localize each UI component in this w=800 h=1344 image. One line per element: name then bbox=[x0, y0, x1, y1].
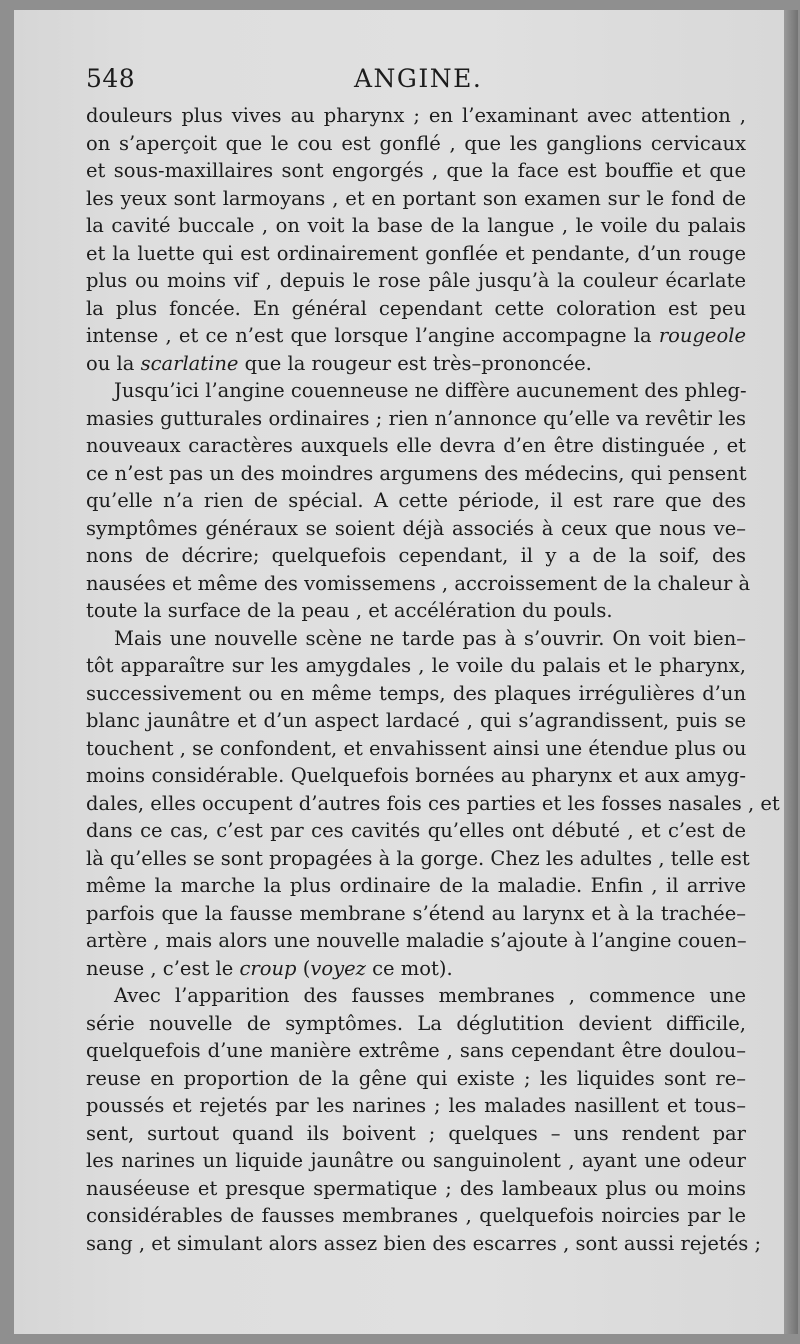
text-line: et sous-maxillaires sont engorgés , que la face est bouffie et que bbox=[86, 159, 746, 182]
text-line: les yeux sont larmoyans , et en portant son examen sur le fond de bbox=[86, 186, 746, 210]
page-number: 548 bbox=[86, 64, 136, 93]
text-line: sang , et simulant alors assez bien des escarres , sont aussi rejetés ; bbox=[86, 1231, 762, 1255]
text-line: et la luette qui est ordinairement gonflée et pendante, d’un rouge bbox=[86, 241, 746, 265]
text-run: ou la bbox=[86, 351, 141, 375]
text-line: la plus foncée. En général cependant cette coloration est peu bbox=[86, 296, 746, 320]
text-line: nauséeuse et presque spermatique ; des lambeaux plus ou moins bbox=[86, 1176, 746, 1200]
text-line: symptômes généraux se soient déjà associés à ceux que nous ve– bbox=[86, 516, 746, 540]
text-line: poussés et rejetés par les narines ; les malades nasillent et tous– bbox=[86, 1094, 746, 1117]
text-line: nouveaux caractères auxquels elle devra d’en être distinguée , et bbox=[86, 434, 746, 457]
text-line: dales, elles occupent d’autres fois ces parties et les fosses nasales , et bbox=[86, 791, 780, 815]
text-line: blanc jaunâtre et d’un aspect lardacé , qui s’agrandissent, puis se bbox=[86, 709, 746, 732]
text-line: sent, surtout quand ils boivent ; quelques – uns rendent par bbox=[86, 1121, 746, 1145]
italic-term: rougeole bbox=[658, 324, 746, 347]
paragraph-start-line: Avec l’apparition des fausses membranes , commence une bbox=[114, 984, 746, 1007]
text-line: là qu’elles se sont propagées à la gorge. Chez les adultes , telle est bbox=[86, 846, 750, 870]
text-line: même la marche la plus ordinaire de la maladie. Enfin , il arrive bbox=[86, 874, 746, 897]
text-line bbox=[86, 955, 746, 983]
text-line bbox=[86, 350, 746, 378]
italic-term: croup bbox=[239, 956, 297, 980]
paragraph-start-line: Mais une nouvelle scène ne tarde pas à s’ouvrir. On voit bien– bbox=[114, 626, 746, 650]
text-line: masies gutturales ordinaires ; rien n’annonce qu’elle va revêtir les bbox=[86, 406, 746, 430]
text-line: on s’aperçoit que le cou est gonflé , que les ganglions cervicaux bbox=[86, 131, 746, 155]
text-run: intense , et ce n’est que lorsque l’angine accompagne la bbox=[86, 324, 659, 347]
text-line: qu’elle n’a rien de spécial. A cette période, il est rare que des bbox=[86, 489, 746, 512]
text-line: nons de décrire; quelquefois cependant, il y a de la soif, des bbox=[86, 544, 746, 567]
text-line: reuse en proportion de la gêne qui existe ; les liquides sont re– bbox=[86, 1066, 746, 1090]
text-line: tôt apparaître sur les amygdales , le voile du palais et le pharynx, bbox=[86, 654, 746, 677]
book-page bbox=[14, 10, 784, 1334]
text-line: parfois que la fausse membrane s’étend au larynx et à la trachée– bbox=[86, 901, 746, 925]
text-line: moins considérable. Quelquefois bornées au pharynx et aux amyg- bbox=[86, 764, 746, 787]
text-line: successivement ou en même temps, des plaques irrégulières d’un bbox=[86, 681, 746, 705]
text-line: quelquefois d’une manière extrême , sans cependant être doulou– bbox=[86, 1039, 746, 1062]
text-line: douleurs plus vives au pharynx ; en l’examinant avec attention , bbox=[86, 104, 746, 127]
running-title: ANGINE. bbox=[354, 64, 483, 93]
text-line: considérables de fausses membranes , quelquefois noircies par le bbox=[86, 1204, 746, 1227]
text-line: ce n’est pas un des moindres argumens des médecins, qui pensent bbox=[86, 461, 747, 485]
text-line: série nouvelle de symptômes. La déglutition devient difficile, bbox=[86, 1011, 746, 1035]
text-line: plus ou moins vif , depuis le rose pâle jusqu’à la couleur écarlate bbox=[86, 269, 746, 292]
text-line: nausées et même des vomissemens , accroissement de la chaleur à bbox=[86, 571, 751, 595]
text-line: toute la surface de la peau , et accélération du pouls. bbox=[86, 599, 613, 622]
text-line: dans ce cas, c’est par ces cavités qu’elles ont débuté , et c’est de bbox=[86, 819, 746, 842]
body-text bbox=[86, 102, 780, 1257]
paragraph-start-line: Jusqu’ici l’angine couenneuse ne diffère aucunement des phleg- bbox=[114, 379, 747, 402]
text-line: la cavité buccale , on voit la base de la langue , le voile du palais bbox=[86, 214, 746, 237]
italic-term: voyez bbox=[310, 956, 366, 980]
text-line bbox=[86, 322, 746, 350]
text-line: touchent , se confondent, et envahissent ainsi une étendue plus ou bbox=[86, 736, 747, 760]
italic-term: scarlatine bbox=[140, 351, 239, 375]
text-line: artère , mais alors une nouvelle maladie s’ajoute à l’angine couen– bbox=[86, 929, 747, 952]
text-run: neuse , c’est le bbox=[86, 956, 240, 980]
text-run: ce mot). bbox=[365, 956, 453, 980]
text-line: les narines un liquide jaunâtre ou sanguinolent , ayant une odeur bbox=[86, 1149, 746, 1172]
running-head bbox=[86, 64, 744, 100]
text-run: ( bbox=[296, 956, 311, 980]
text-run: que la rougeur est très–prononcée. bbox=[238, 351, 592, 375]
